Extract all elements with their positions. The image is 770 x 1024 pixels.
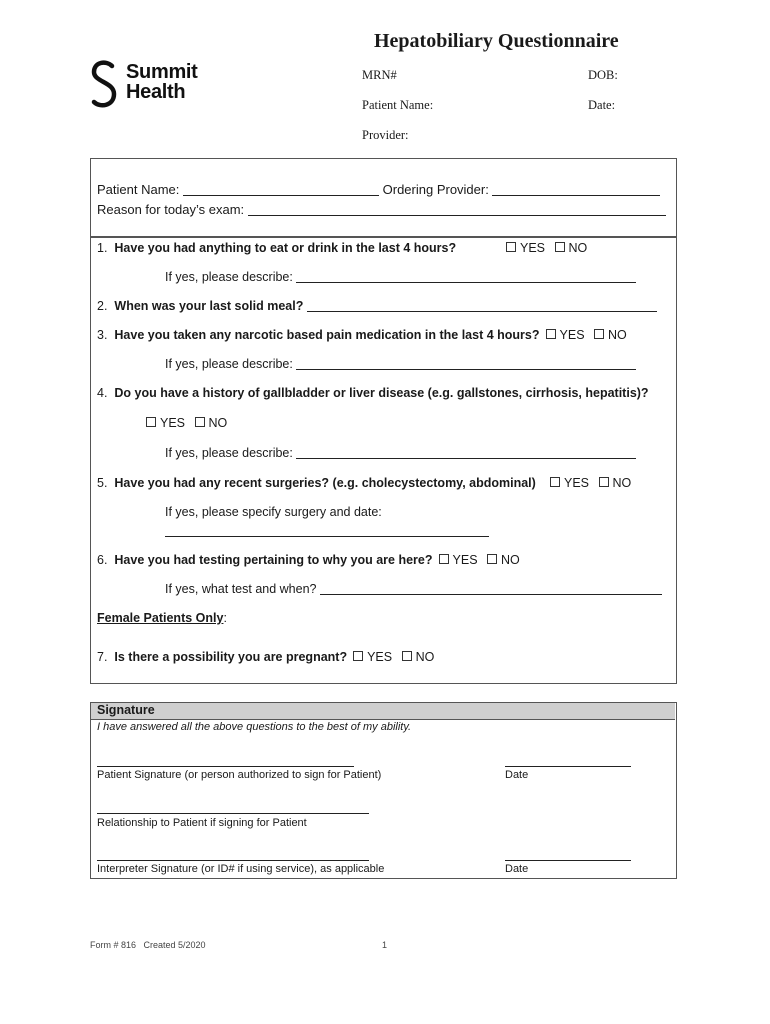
q3-followup-label: If yes, please describe: (165, 357, 293, 371)
summit-health-logo (90, 58, 220, 110)
signature-heading: Signature (97, 703, 155, 717)
patient-info-box (90, 158, 677, 238)
reason-field[interactable] (248, 203, 666, 216)
q4-followup (165, 446, 636, 460)
mrn-label: MRN# (362, 68, 397, 82)
q2-text: When was your last solid meal? (114, 299, 304, 313)
q3-no-checkbox[interactable] (594, 329, 604, 339)
question-5 (97, 476, 536, 490)
patient-signature-line[interactable] (97, 766, 354, 767)
question-2 (97, 299, 657, 313)
q7-number: 7. (97, 650, 108, 664)
reason-row (97, 202, 666, 217)
provider-label: Provider: (362, 128, 409, 142)
q2-number: 2. (97, 299, 108, 313)
q4-no-checkbox[interactable] (195, 417, 205, 427)
summit-s-icon (90, 60, 118, 110)
question-6 (97, 553, 520, 567)
form-number: Form # 816 Created 5/2020 (90, 940, 206, 950)
q6-yes-label: YES (452, 553, 478, 567)
relationship-line[interactable] (97, 813, 369, 814)
q4-options (140, 416, 227, 430)
patient-name-field[interactable] (183, 183, 379, 196)
q6-no-label: NO (501, 553, 520, 567)
q1-followup-label: If yes, please describe: (165, 270, 293, 284)
q3-followup (165, 357, 636, 371)
q6-followup (165, 582, 662, 596)
brand-line-1: Summit (126, 61, 198, 83)
q5-number: 5. (97, 476, 108, 490)
q3-number: 3. (97, 328, 108, 342)
q1-no-label: NO (568, 241, 588, 255)
q7-yes-label: YES (367, 650, 393, 664)
q4-followup-label: If yes, please describe: (165, 446, 293, 460)
q4-text: Do you have a history of gallbladder or liver disease (e.g. gallstones, cirrhosis, hepatitis)? (114, 386, 649, 400)
reason-label: Reason for today’s exam: (97, 202, 245, 217)
patient-date-label: Date (505, 769, 529, 781)
female-section: Female Patients Only: (97, 611, 227, 625)
brand-name (126, 62, 198, 102)
q1-no-checkbox[interactable] (555, 242, 565, 252)
q1-followup (165, 270, 636, 284)
q5-options (544, 476, 631, 490)
q1-yes-label: YES (520, 241, 546, 255)
q3-yes-label: YES (559, 328, 585, 342)
q4-number: 4. (97, 386, 108, 400)
q5-text: Have you had any recent surgeries? (e.g. cholecystectomy, abdominal) (114, 476, 536, 490)
q3-describe-field[interactable] (296, 357, 636, 370)
patient-signature-label: Patient Signature (or person authorized to sign for Patient) (97, 769, 382, 781)
q5-followup-label: If yes, please specify surgery and date: (165, 505, 382, 519)
q4-yes-checkbox[interactable] (146, 417, 156, 427)
q5-no-label: NO (612, 476, 632, 490)
interpreter-date-line[interactable] (505, 860, 631, 861)
question-4 (97, 386, 649, 400)
page-number: 1 (382, 940, 388, 950)
q5-yes-label: YES (564, 476, 590, 490)
q5-yes-checkbox[interactable] (550, 477, 560, 487)
q1-options (500, 241, 587, 255)
q7-no-checkbox[interactable] (402, 651, 412, 661)
patient-name-label: Patient Name: (97, 182, 180, 197)
page-title: Hepatobiliary Questionnaire (374, 30, 619, 52)
q6-number: 6. (97, 553, 108, 567)
q6-test-field[interactable] (320, 582, 662, 595)
q1-yes-checkbox[interactable] (506, 242, 516, 252)
question-3 (97, 328, 627, 342)
relationship-label: Relationship to Patient if signing for Patient (97, 817, 307, 829)
q2-answer-field[interactable] (307, 299, 657, 312)
q1-number: 1. (97, 241, 108, 255)
q4-describe-field[interactable] (296, 446, 636, 459)
q1-text: Have you had anything to eat or drink in the last 4 hours? (114, 241, 457, 255)
q5-no-checkbox[interactable] (599, 477, 609, 487)
question-1 (97, 241, 456, 255)
header-patient-name-label: Patient Name: (362, 98, 434, 112)
signature-header-bar (91, 703, 675, 720)
question-7 (97, 650, 434, 664)
q5-surgery-field[interactable] (165, 536, 489, 537)
q7-text: Is there a possibility you are pregnant? (114, 650, 348, 664)
attestation-text: I have answered all the above questions to the best of my ability. (97, 721, 412, 733)
ordering-provider-field[interactable] (492, 183, 660, 196)
q7-yes-checkbox[interactable] (353, 651, 363, 661)
q3-no-label: NO (608, 328, 627, 342)
ordering-provider-label: Ordering Provider: (382, 182, 489, 197)
q3-yes-checkbox[interactable] (546, 329, 556, 339)
patient-name-row (97, 182, 660, 197)
q6-no-checkbox[interactable] (487, 554, 497, 564)
q4-yes-label: YES (160, 416, 186, 430)
interpreter-date-label: Date (505, 863, 529, 875)
q7-no-label: NO (415, 650, 435, 664)
q4-no-label: NO (208, 416, 228, 430)
patient-date-line[interactable] (505, 766, 631, 767)
brand-line-2: Health (126, 81, 186, 103)
q1-describe-field[interactable] (296, 270, 636, 283)
q3-text: Have you taken any narcotic based pain medication in the last 4 hours? (114, 328, 540, 342)
header-date-label: Date: (588, 98, 616, 112)
interpreter-signature-label: Interpreter Signature (or ID# if using service), as applicable (97, 863, 385, 875)
interpreter-signature-line[interactable] (97, 860, 369, 861)
q6-yes-checkbox[interactable] (439, 554, 449, 564)
dob-label: DOB: (588, 68, 618, 82)
q6-text: Have you had testing pertaining to why you are here? (114, 553, 433, 567)
female-label: Female Patients Only (97, 611, 224, 625)
q6-followup-label: If yes, what test and when? (165, 582, 317, 596)
